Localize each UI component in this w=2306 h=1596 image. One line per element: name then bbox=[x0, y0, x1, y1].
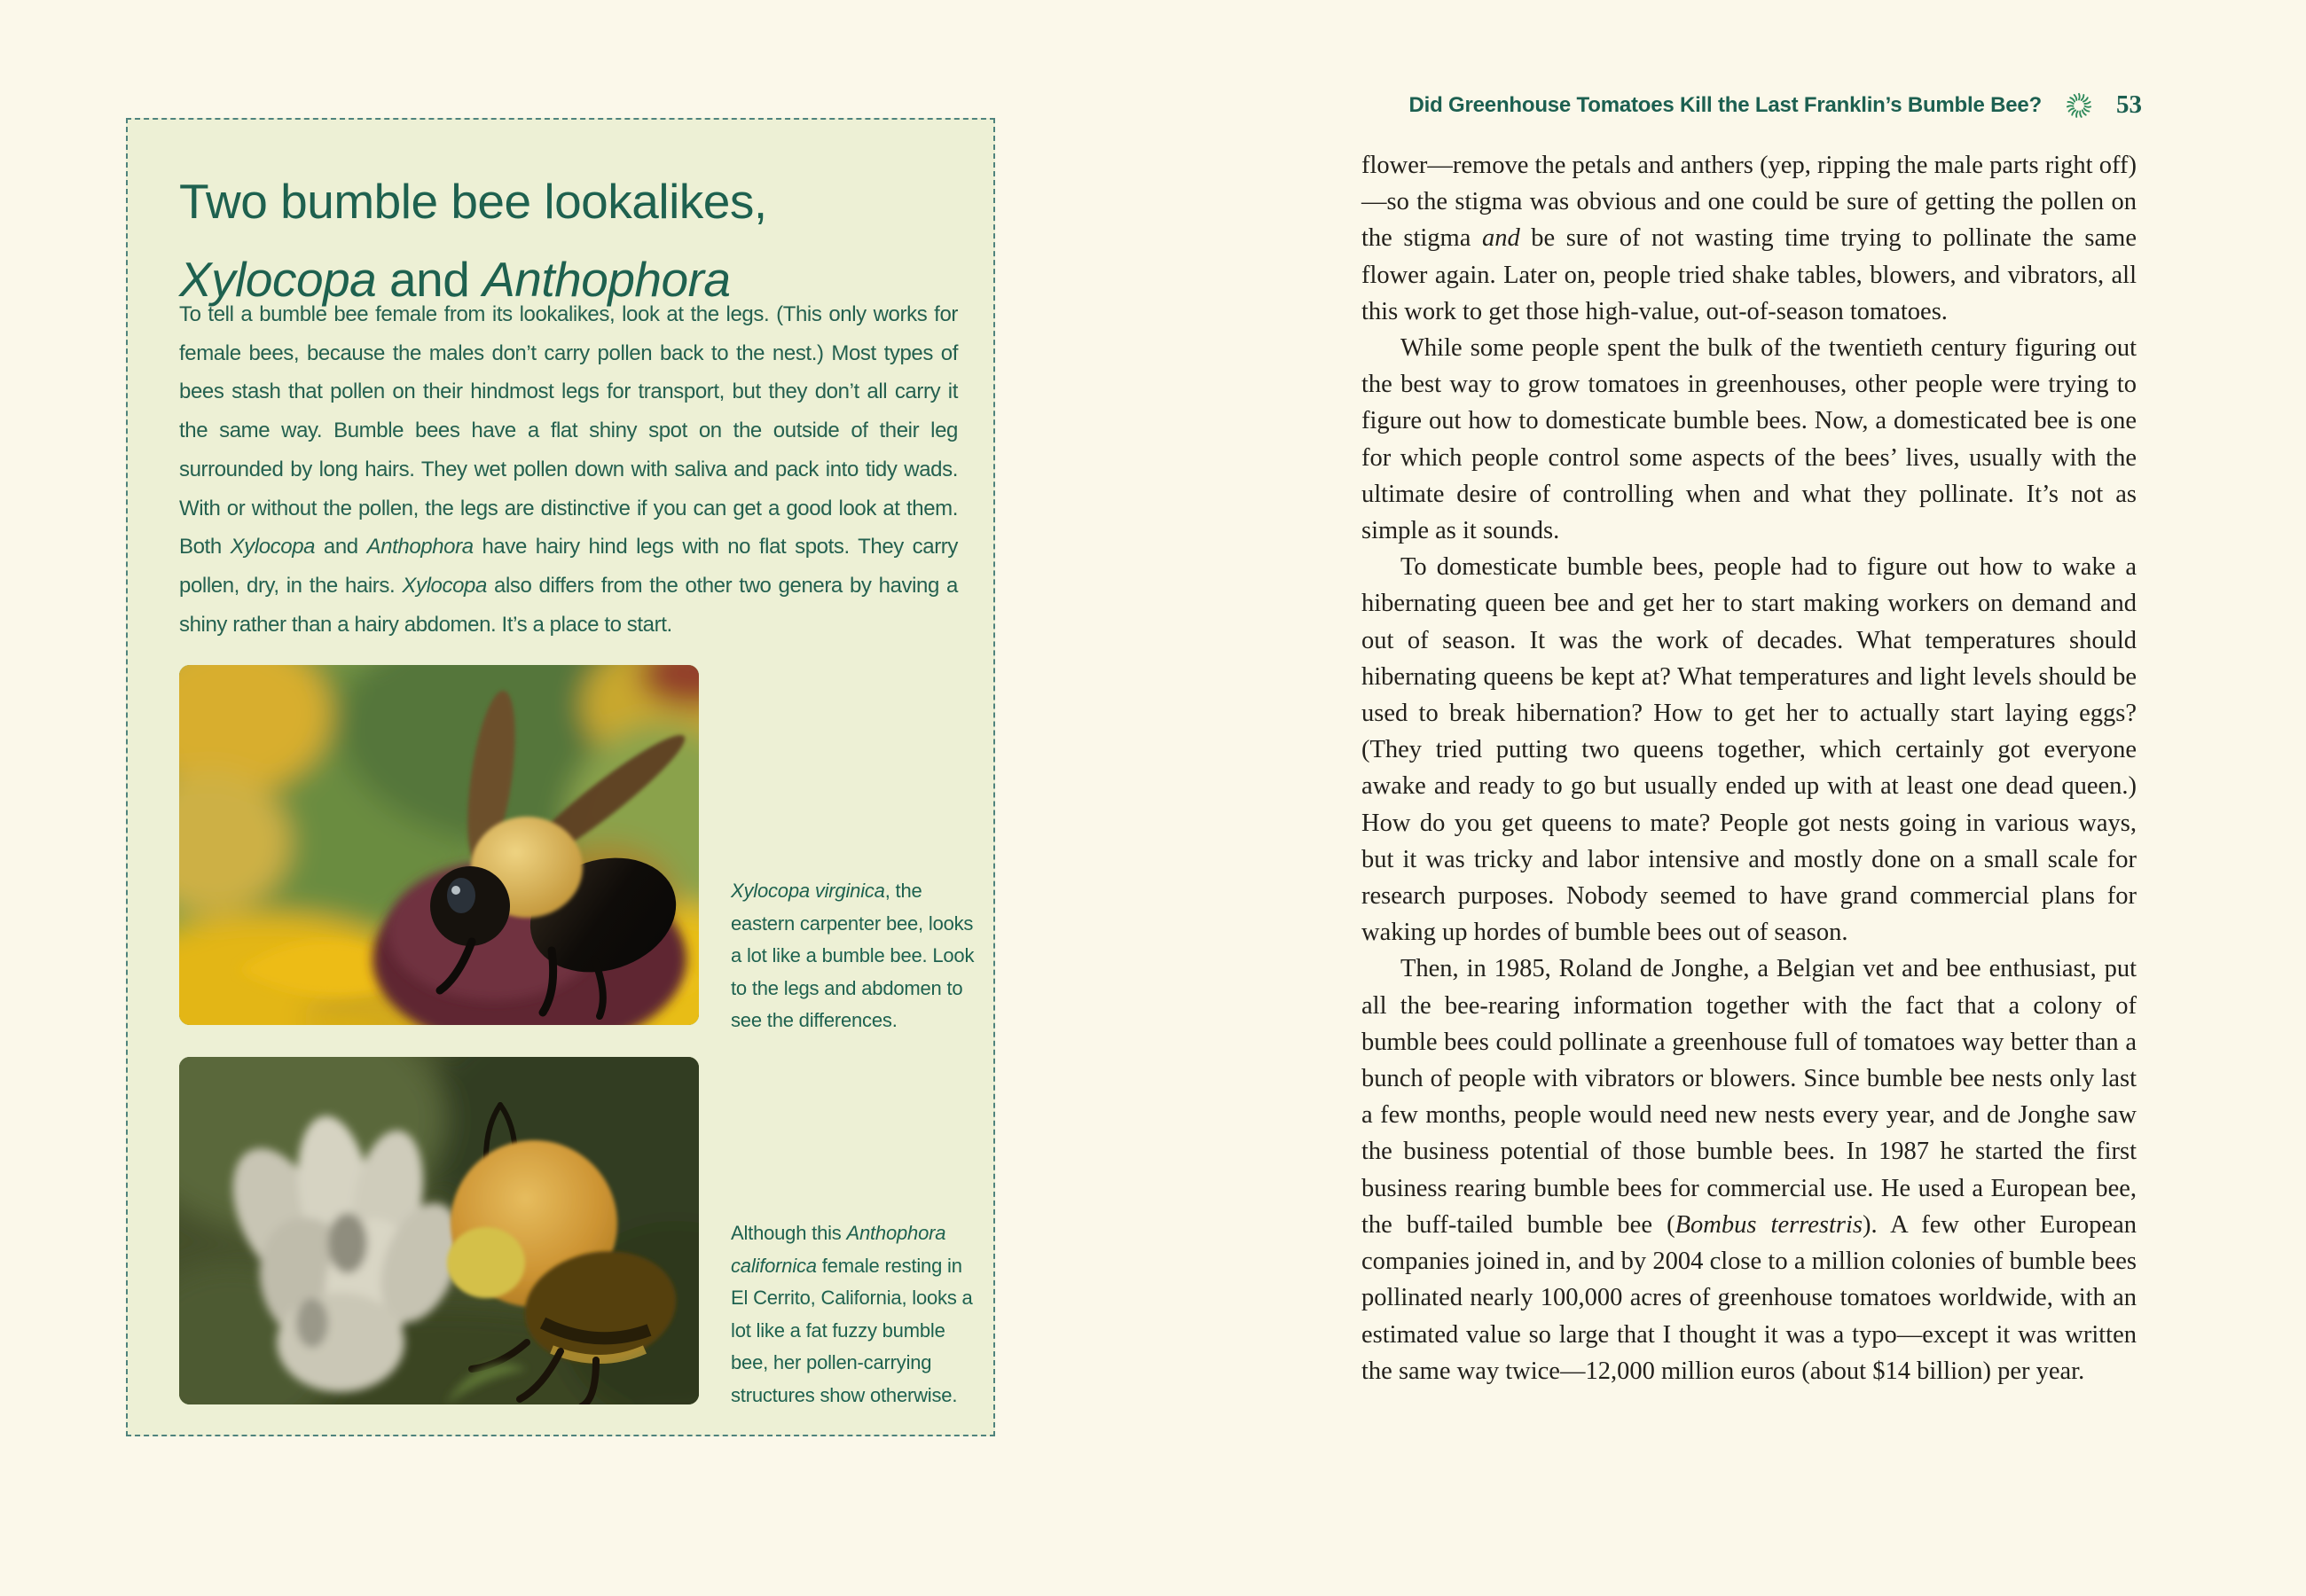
running-header bbox=[1361, 90, 2142, 120]
paragraph-3: To domesticate bumble bees, people had to figure out how to wake a hibernating queen bee and get her to start making workers on demand and out of season. It was the work of decades. What temperatures should hibernating queens be kept at? What temperatures and light levels should be used to break hibernation? How to get her to actually start laying eggs? (They tried putting two queens together, which certainly got everyone awake and ready to go but usually ended up with at least one dead queen.) How do you get queens to mate? People got nests going in various ways, but it was tricky and labor intensive and mostly done on a small scale for research purposes. Nobody seemed to have grand commercial plans for waking up hordes of bumble bees out of season. bbox=[1361, 553, 2137, 947]
photo-xylocopa-illustration bbox=[179, 665, 699, 1025]
photo-caption-anthophora: Although this Anthophora californica female resting in El Cerrito, California, looks a lot like a fat fuzzy bumble bee, her pollen-carrying structures show otherwise. bbox=[731, 1222, 973, 1406]
box-body-text: To tell a bumble bee female from its lookalikes, look at the legs. (This only works for female bees, because the males don’t carry pollen back to the nest.) Most types of bees stash that pollen on their hindmost legs for transport, but they don’t all carry it the same way. Bumble bees have a flat shiny spot on the outside of their leg surrounded by long hairs. They wet pollen down with saliva and pack into tidy wads. With or without the pollen, the legs are distinctive if you can get a good look at them. Both Xylocopa and Anthophora have hairy hind legs with no flat spots. They carry pollen, dry, in the hairs. Xylocopa also differs from the other two genera by having a shiny rather than a hairy abdomen. It’s a place to start. bbox=[179, 302, 958, 637]
paragraph-4: Then, in 1985, Roland de Jonghe, a Belgian vet and bee enthusiast, put all the bee-rearing information together with the fact that a colony of bumble bees could pollinate a greenhouse full of tomatoes way better than a bunch of people with vibrators or blowers. Since bumble bee nests only last a few months, people would need new nests every year, and de Jonghe saw the business potential of those bumble bees. In 1987 he started the first business rearing bumble bees for commercial use. He used a European bee, the buff-tailed bumble bee (Bombus terrestris). A few other European companies joined in, and by 2004 close to a million colonies of bumble bees pollinated nearly 100,000 acres of greenhouse tomatoes worldwide, with an estimated value so large that I thought it was a typo—except it was written the same way twice—12,000 million euros (about $14 billion) per year. bbox=[1361, 955, 2137, 1385]
box-title-line1: Two bumble bee lookalikes, bbox=[179, 174, 767, 229]
paragraph-2: While some people spent the bulk of the twentieth century figuring out the best way to grow tomatoes in greenhouses, other people were trying to figure out how to domesticate bumble bees. Now, a domesticated bee is one for which people control some aspects of the bees’ lives, usually with the ultimate desire of controlling when and what they pollinate. It’s not as simple as it sounds. bbox=[1361, 334, 2137, 545]
page-number: 53 bbox=[2116, 90, 2142, 119]
sunburst-ornament-icon bbox=[2065, 91, 2093, 120]
photo-xylocopa-virginica bbox=[179, 665, 699, 1025]
photo-caption-xylocopa: Xylocopa virginica, the eastern carpenter bee, looks a lot like a bumble bee. Look to the legs and abdomen to see the differences. bbox=[731, 880, 975, 1031]
photo-anthophora-illustration bbox=[179, 1057, 699, 1404]
paragraph-1: flower—remove the petals and anthers (yep, ripping the male parts right off)—so the stigma was obvious and one could be sure of getting the pollen on the stigma and be sure of not wasting time trying to pollinate the same flower again. Later on, people tried shake tables, blowers, and vibrators, all this work to get those high-value, out-of-season tomatoes. bbox=[1361, 152, 2137, 325]
running-header-title: Did Greenhouse Tomatoes Kill the Last Franklin’s Bumble Bee? bbox=[1408, 92, 2042, 117]
photo-anthophora-californica bbox=[179, 1057, 699, 1404]
sidebar-box bbox=[126, 118, 995, 1436]
page-body-text bbox=[1361, 147, 2137, 1389]
box-title-line2: Xylocopa and Anthophora bbox=[179, 252, 731, 307]
